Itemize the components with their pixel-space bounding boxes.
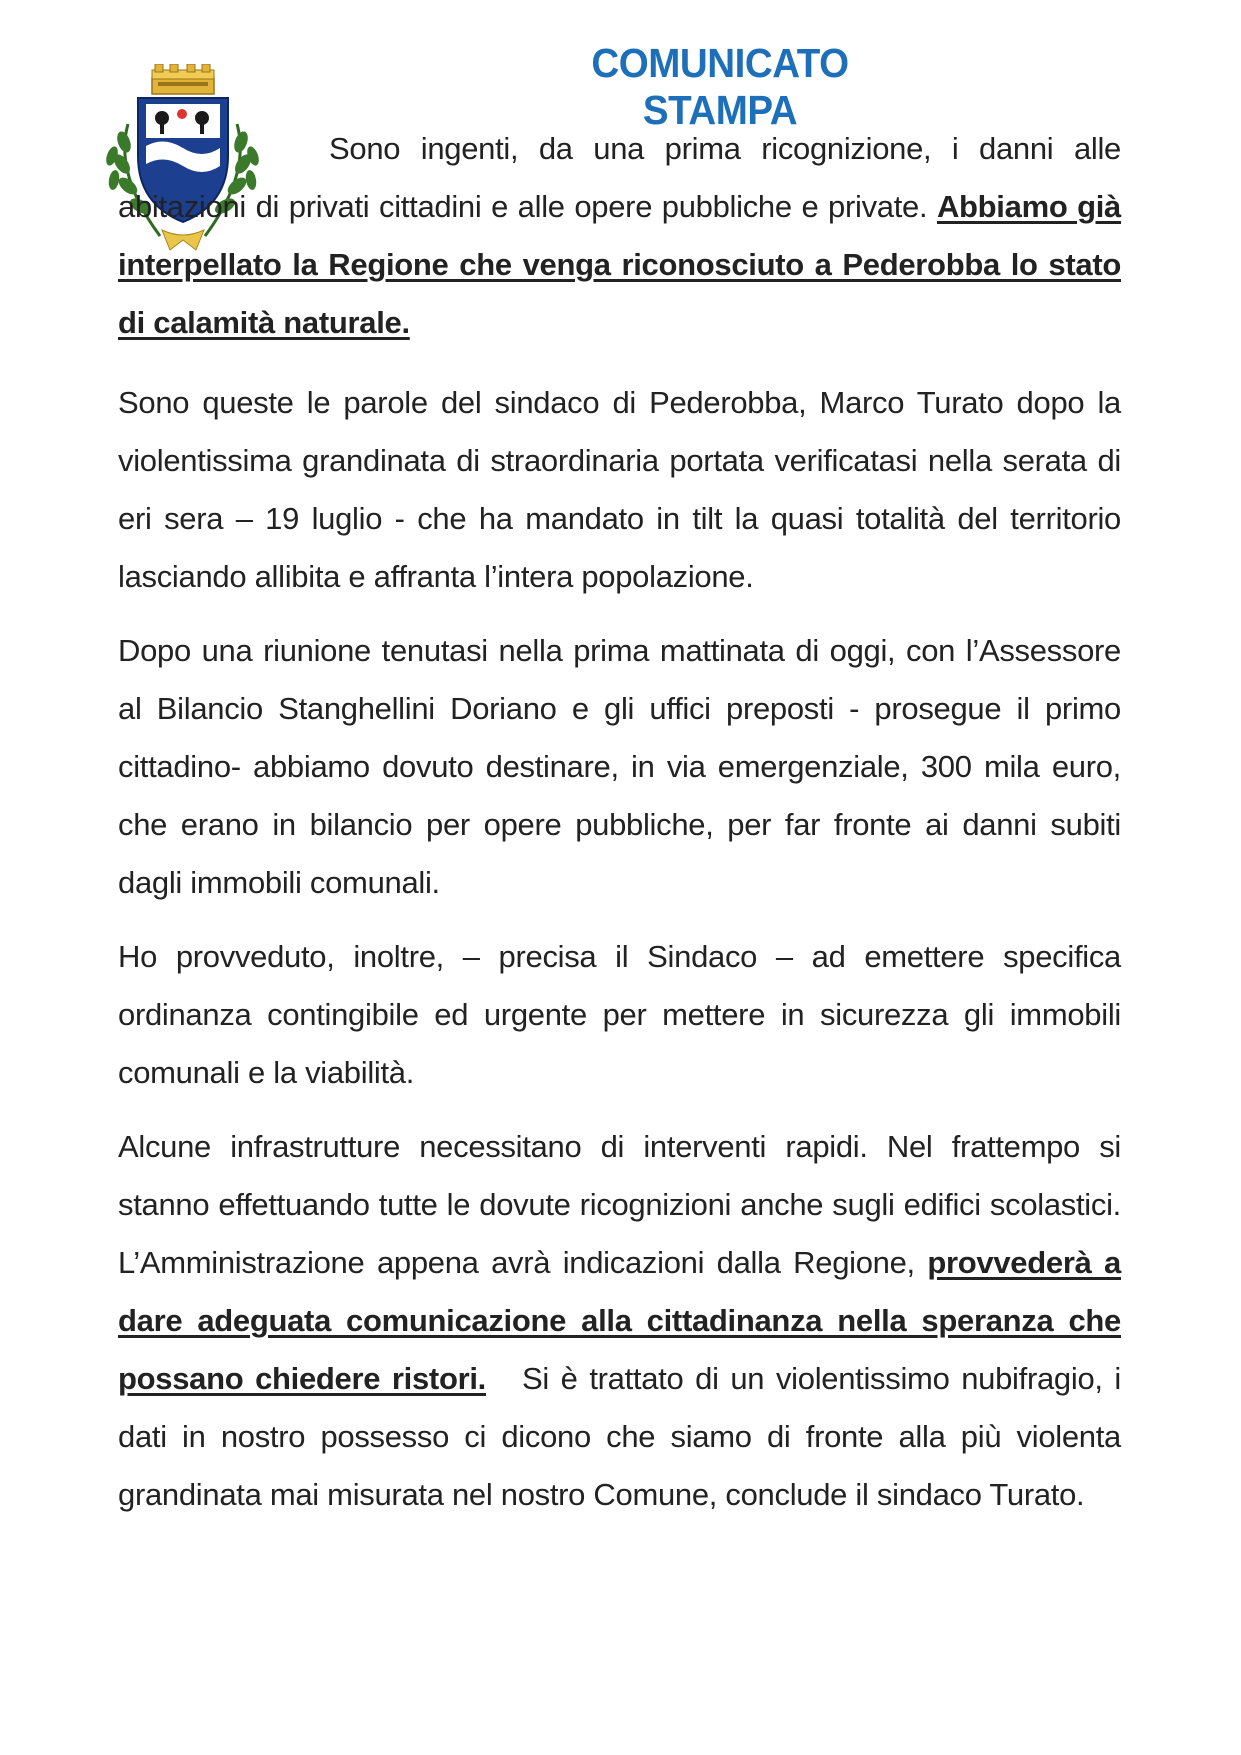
paragraph-5: [118, 1118, 1121, 1524]
paragraph-5-emphasis: provvederà a dare adeguata comunicazione alla cittadinanza nella speranza che possano chiedere ristori.: [118, 1245, 1121, 1396]
paragraph-3-text: Dopo una riunione tenutasi nella prima mattinata di oggi, con l’Assessore al Bilancio Stanghellini Doriano e gli uffici preposti - prosegue il primo cittadino- abbiamo dovuto destinare, in via emergenziale, 300 mila euro, che erano in bilancio per opere pubbliche, per far fronte ai danni subiti dagli immobili comunali.: [118, 633, 1121, 900]
paragraph-5-text: Alcune infrastrutture necessitano di interventi rapidi. Nel frattempo si stanno effettuando tutte le dovute ricognizioni anche sugli edifici scolastici. L’Amministrazione appena avrà indicazioni dalla Regione,: [118, 1129, 1121, 1280]
paragraph-4-text: Ho provveduto, inoltre, – precisa il Sindaco – ad emettere specifica ordinanza contingibile ed urgente per mettere in sicurezza gli immobili comunali e la viabilità.: [118, 939, 1121, 1090]
crown-icon: [152, 64, 214, 94]
paragraph-1-emphasis: Abbiamo già interpellato la Regione che venga riconosciuto a Pederobba lo stato di calamità naturale.: [118, 189, 1121, 340]
paragraph-1-text: Sono ingenti, da una prima ricognizione, i danni alle abitazioni di privati cittadini e alle opere pubbliche e private.: [118, 131, 1121, 224]
paragraph-3: [118, 622, 1121, 912]
paragraph-5-conclusion: Si è trattato di un violentissimo nubifragio, i dati in nostro possesso ci dicono che siamo di fronte alla più violenta grandinata mai misurata nel nostro Comune, conclude il sindaco Turato.: [118, 1361, 1121, 1512]
page-title: COMUNICATO STAMPA: [591, 40, 849, 133]
paragraph-4: [118, 928, 1121, 1102]
paragraph-2-text: Sono queste le parole del sindaco di Pederobba, Marco Turato dopo la violentissima grandinata di straordinaria portata verificatasi nella serata di eri sera – 19 luglio - che ha mandato in tilt la quasi totalità del territorio lasciando allibita e affranta l’intera popolazione.: [118, 385, 1121, 594]
paragraph-1: [118, 120, 1121, 352]
paragraph-2: [118, 374, 1121, 606]
